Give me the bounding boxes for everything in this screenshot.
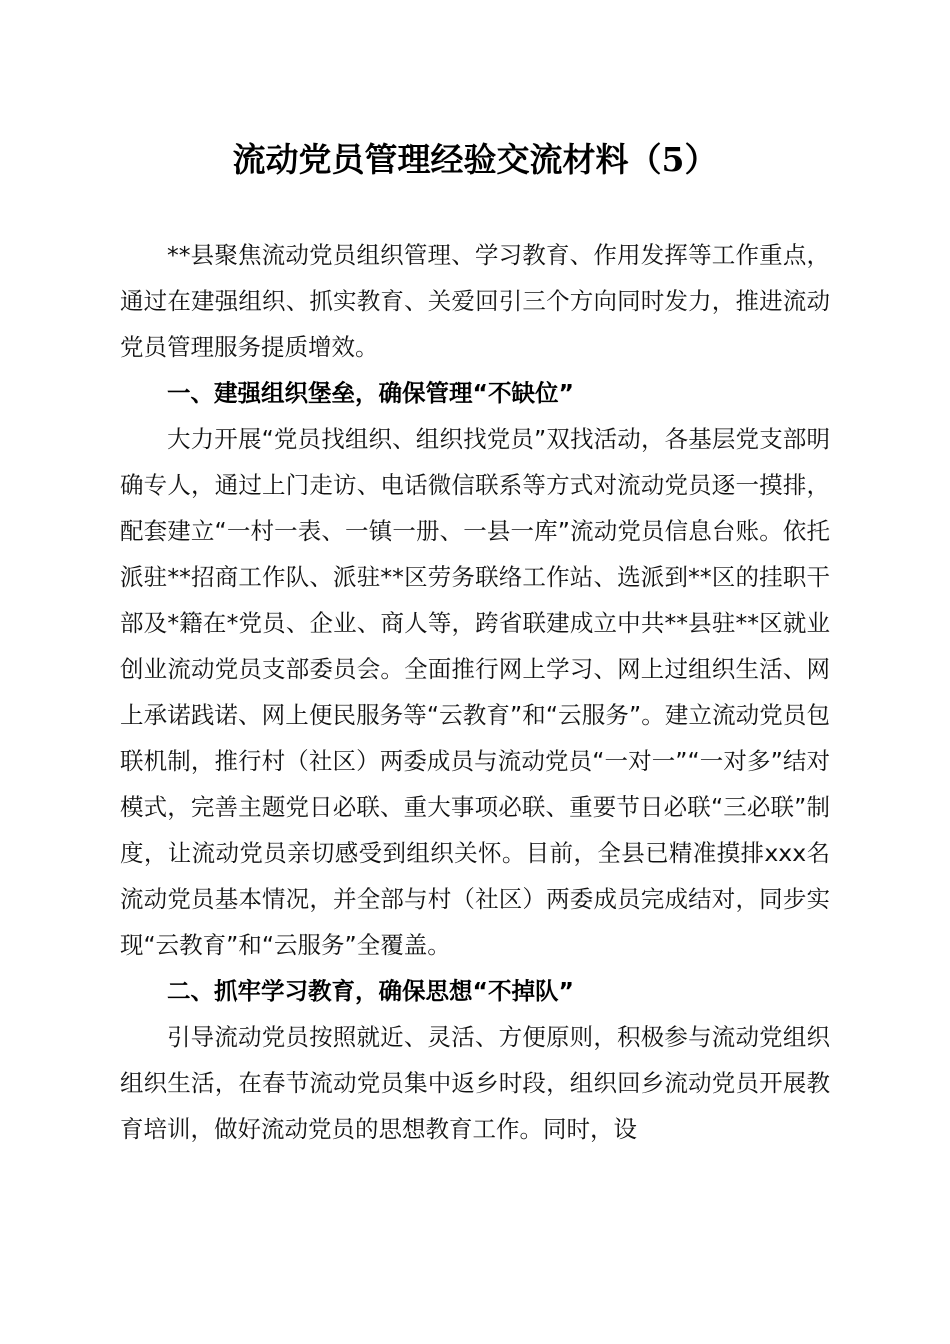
intro-paragraph: **县聚焦流动党员组织管理、学习教育、作用发挥等工作重点，通过在建强组织、抓实教育、关爱回引三个方向同时发力，推进流动党员管理服务提质增效。 bbox=[120, 241, 830, 361]
section-1-heading: 一、建强组织堡垒，确保管理“不缺位” bbox=[167, 379, 574, 407]
document-body bbox=[120, 232, 830, 1152]
section-2-heading: 二、抓牢学习教育，确保思想“不掉队” bbox=[167, 977, 574, 1005]
section-1-paragraph: 大力开展“党员找组织、组织找党员”双找活动，各基层党支部明确专人，通过上门走访、电话微信联系等方式对流动党员逐一摸排，配套建立“一村一表、一镇一册、一县一库”流动党员信息台账。依托派驻**招商工作队、派驻**区劳务联络工作站、选派到**区的挂职干部及*籍在*党员、企业、商人等，跨省联建成立中共**县驻**区就业创业流动党员支部委员会。全面推行网上学习、网上过组织生活、网上承诺践诺、网上便民服务等“云教育”和“云服务”。建立流动党员包联机制，推行村（社区）两委成员与流动党员“一对一”“一对多”结对模式，完善主题党日必联、重大事项必联、重要节日必联“三必联”制度，让流动党员亲切感受到组织关怀。目前，全县已精准摸排xxx名流动党员基本情况，并全部与村（社区）两委成员完成结对，同步实现“云教育”和“云服务”全覆盖。 bbox=[120, 425, 830, 959]
document-title: 流动党员管理经验交流材料（5） bbox=[232, 140, 718, 179]
section-2-paragraph: 引导流动党员按照就近、灵活、方便原则，积极参与流动党组织组织生活，在春节流动党员集中返乡时段，组织回乡流动党员开展教育培训，做好流动党员的思想教育工作。同时，设 bbox=[120, 1023, 830, 1143]
